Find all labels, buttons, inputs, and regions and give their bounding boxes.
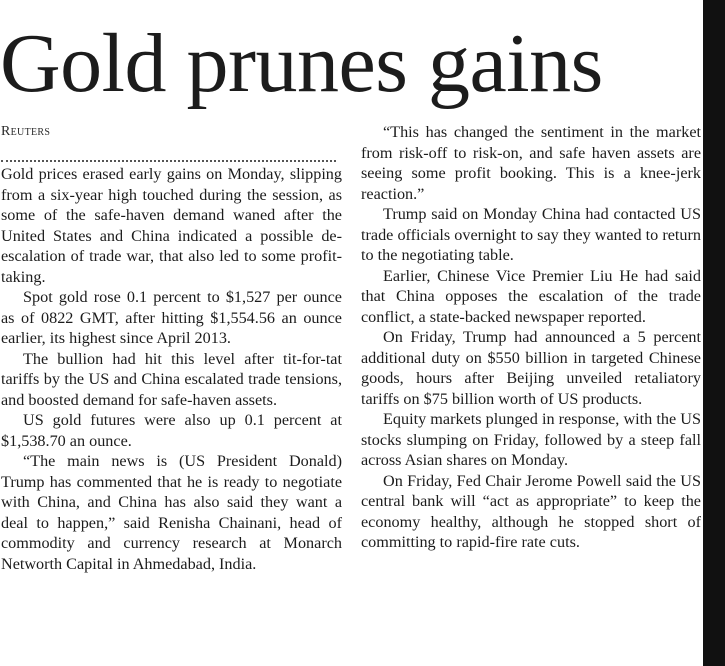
byline: Reuters — [1, 124, 51, 139]
paragraph: On Friday, Fed Chair Jerome Powell said the US central bank will “act as appropriate” to keep the economy healthy, although he stopped short of committing to rapid-fire rate cuts. — [361, 471, 701, 551]
paragraph: US gold futures were also up 0.1 percent at $1,538.70 an ounce. — [1, 411, 342, 450]
scan-edge — [703, 0, 725, 666]
paragraph: Trump said on Monday China had contacted US trade officials overnight to say they wanted to return to the negotiating table. — [361, 205, 701, 264]
paragraph: On Friday, Trump had announced a 5 percent additional duty on $550 billion in targeted Chinese goods, hours after Beijing unveiled retaliatory tariffs on $75 billion worth of US products. — [361, 328, 701, 408]
dotted-divider — [1, 142, 336, 162]
paragraph: “This has changed the sentiment in the market from risk-off to risk-on, and safe haven assets are seeing some profit booking. This is a knee-jerk reaction.” — [361, 123, 701, 203]
paragraph: Earlier, Chinese Vice Premier Liu He had said that China opposes the escalation of the trade conflict, a state-backed newspaper reported. — [361, 266, 701, 326]
left-column — [1, 122, 342, 574]
paragraph: Spot gold rose 0.1 percent to $1,527 per ounce as of 0822 GMT, after hitting $1,554.56 an ounce earlier, its highest since April 2013. — [1, 288, 342, 347]
right-column — [361, 122, 701, 553]
headline: Gold prunes gains — [0, 17, 603, 110]
paragraph: Equity markets plunged in response, with the US stocks slumping on Friday, followed by a steep fall across Asian shares on Monday. — [361, 410, 701, 469]
paragraph: The bullion had hit this level after tit-for-tat tariffs by the US and China escalated trade tensions, and boosted demand for safe-haven assets. — [1, 349, 342, 409]
paragraph: Gold prices erased early gains on Monday, slipping from a six-year high touched during the session, as some of the safe-haven demand waned after the United States and China indicated a possible de-escalation of trade war, that also led to some profit-taking. — [1, 165, 342, 286]
paragraph: “The main news is (US President Donald) Trump has commented that he is ready to negotiate with China, and China has also said they want a deal to happen,” said Renisha Chainani, head of commodity and currency research at Monarch Networth Capital in Ahmedabad, India. — [1, 452, 342, 573]
